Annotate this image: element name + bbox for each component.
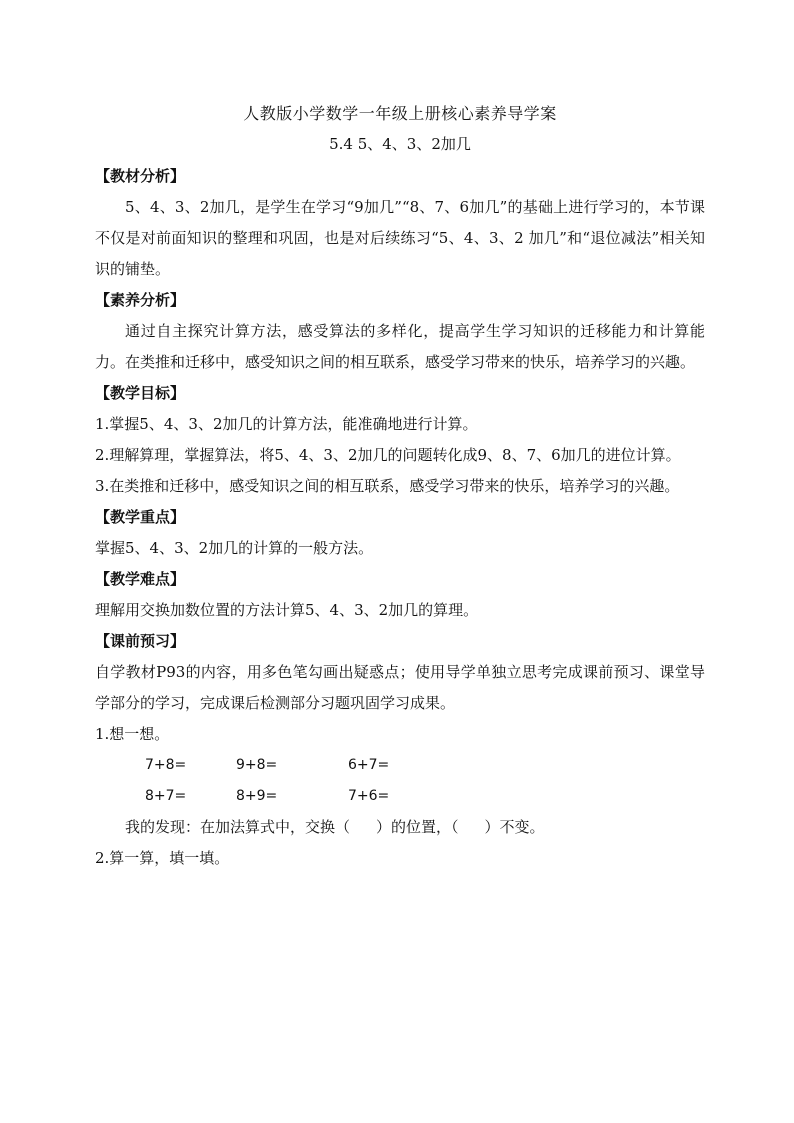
key-points-text: 掌握5、4、3、2加几的计算的一般方法。 [95, 539, 374, 557]
equation: 7+6= [348, 788, 390, 804]
textbook-analysis-paragraph: 5、4、3、2加几，是学生在学习“9加几”“8、7、6加几”的基础上进行学习的，本节课不仅是对前面知识的整理和巩固，也是对后续练习“5、4、3、2 加几”和“退位减法”相关知识的铺垫。 [95, 198, 705, 278]
equation: 8+7= [145, 788, 187, 804]
section-heading-goals: 【教学目标】 [95, 384, 186, 402]
equation: 6+7= [348, 757, 390, 773]
equation-row-2 [95, 781, 705, 812]
goal-item-2: 2.理解算理，掌握算法，将5、4、3、2加几的问题转化成9、8、7、6加几的进位计算。 [95, 446, 681, 464]
finding-part-c: ）不变。 [484, 818, 545, 836]
equation: 8+9= [236, 788, 278, 804]
difficulties-text: 理解用交换加数位置的方法计算5、4、3、2加几的算理。 [95, 601, 479, 619]
section-heading-literacy: 【素养分析】 [95, 291, 186, 309]
finding-part-b: ）的位置，（ [376, 818, 459, 836]
finding-part-a: 我的发现：在加法算式中，交换（ [125, 818, 351, 836]
my-finding-sentence [95, 812, 705, 843]
goal-item-3: 3.在类推和迁移中，感受知识之间的相互联系，感受学习带来的快乐，培养学习的兴趣。 [95, 477, 680, 495]
section-heading-difficulties: 【教学难点】 [95, 570, 186, 588]
section-heading-key-points: 【教学重点】 [95, 508, 186, 526]
section-heading-preview: 【课前预习】 [95, 632, 186, 650]
goal-item-1: 1.掌握5、4、3、2加几的计算方法，能准确地进行计算。 [95, 415, 478, 433]
equation-row-1 [95, 750, 705, 781]
document-page [95, 103, 705, 874]
question-1-title: 1.想一想。 [95, 725, 170, 743]
lesson-subtitle: 5.4 5、4、3、2加几 [329, 135, 471, 153]
document-title: 人教版小学数学一年级上册核心素养导学案 [243, 104, 557, 123]
literacy-analysis-paragraph: 通过自主探究计算方法，感受算法的多样化，提高学生学习知识的迁移能力和计算能力。在类推和迁移中，感受知识之间的相互联系，感受学习带来的快乐，培养学习的兴趣。 [95, 322, 705, 371]
question-2-title: 2.算一算，填一填。 [95, 849, 230, 867]
equation: 9+8= [236, 757, 278, 773]
preview-intro-paragraph: 自学教材P93的内容，用多色笔勾画出疑惑点；使用导学单独立思考完成课前预习、课堂导学部分的学习，完成课后检测部分习题巩固学习成果。 [95, 663, 705, 712]
equation: 7+8= [145, 757, 187, 773]
section-heading-textbook: 【教材分析】 [95, 167, 186, 185]
